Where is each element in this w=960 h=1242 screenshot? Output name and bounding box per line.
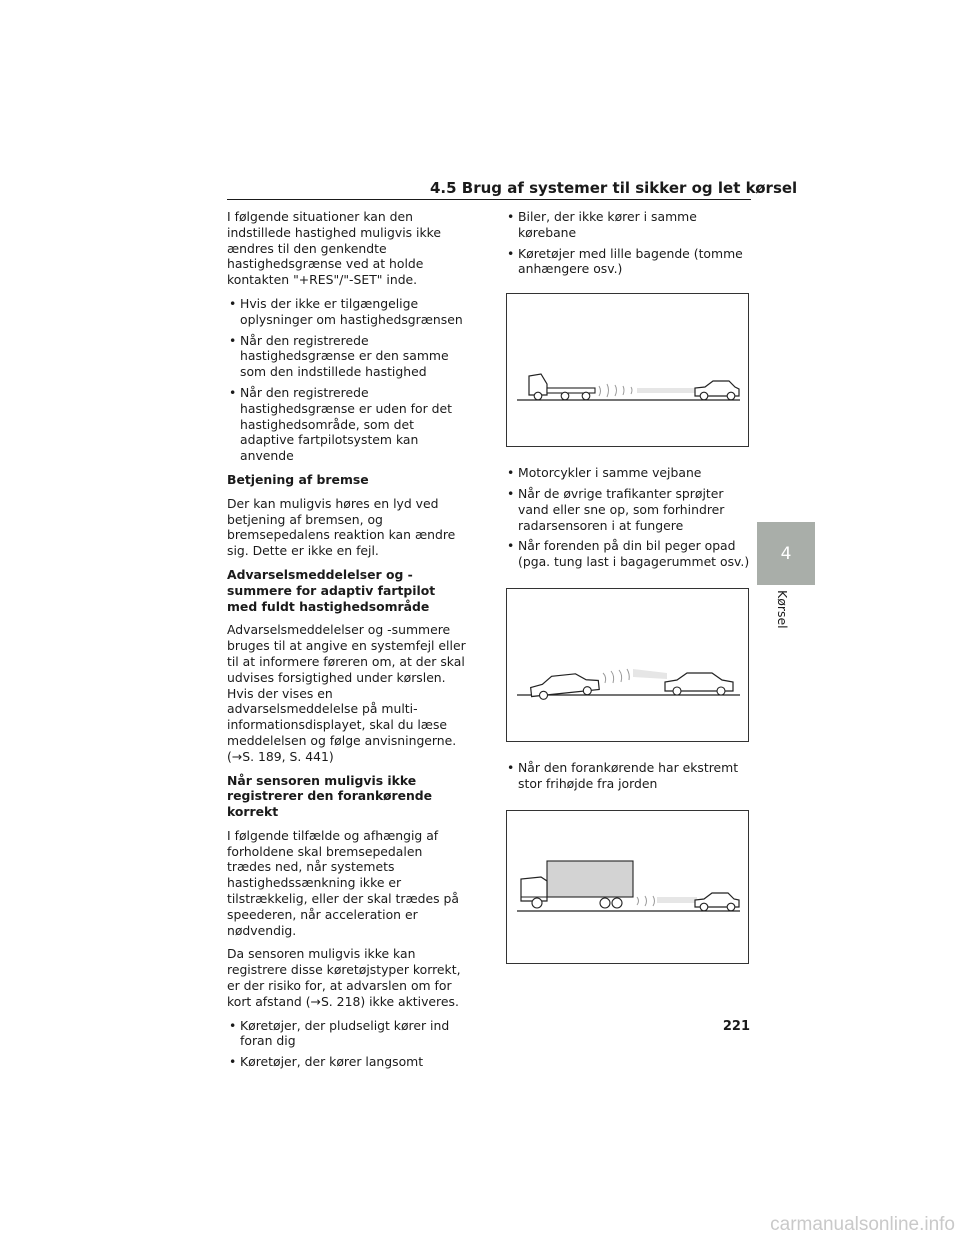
car-nose-up-illustration — [506, 588, 749, 742]
list-item: • Køretøjer, der kører langsomt — [227, 1054, 467, 1070]
section-header-title: 4.5 Brug af systemer til sikker og let kørsel — [430, 179, 798, 197]
empty-trailer-icon — [507, 294, 749, 447]
chapter-number: 4 — [780, 543, 792, 564]
chapter-tab[interactable] — [757, 522, 815, 585]
high-clearance-truck-illustration — [506, 810, 749, 964]
brake-paragraph: Der kan muligvis høres en lyd ved betjening af bremsen, og bremsepedalens reaktion kan ændre sig. Dette er ikke en fejl. — [227, 495, 456, 559]
list-item: • Biler, der ikke kører i samme kørebane — [505, 209, 755, 241]
list-item: • Når den forankørende har ekstremt stor frihøjde fra jorden — [505, 760, 755, 792]
list-item: • Når den registrerede hastighedsgrænse er den samme som den indstillede hastighed — [227, 333, 467, 380]
list-item: • Når forenden på din bil peger opad (pga. tung last i bagagerummet osv.) — [505, 538, 755, 570]
empty-trailer-illustration — [506, 293, 749, 447]
sensor-paragraph-2: Da sensoren muligvis ikke kan registrere disse køretøjstyper korrekt, er der risiko for, at advarslen om for kort afstand (→S. 218) ikke aktiveres. — [227, 946, 461, 1009]
speed-limit-conditions-list — [227, 296, 467, 464]
sensor-heading: Når sensoren muligvis ikke registrerer den forankørende korrekt — [227, 772, 433, 820]
warning-paragraph: Advarselsmeddelelser og -summere bruges til at angive en systemfejl eller til at informere føreren om, at der skal udvises forsigtighed under kørslen. Hvis der vises en advarselsmeddelelse på multi-informationsdisplayet, skal du læse meddelelsen og følge anvisningerne. (→S. 189, S. 441) — [227, 622, 466, 764]
list-item: • Når den registrerede hastighedsgrænse er uden for det hastighedsområde, som det adaptive fartpilotsystem kan anvende — [227, 385, 467, 464]
brake-heading: Betjening af bremse — [227, 471, 369, 487]
list-item: • Køretøjer med lille bagende (tomme anhængere osv.) — [505, 246, 755, 278]
sensor-paragraph: I følgende tilfælde og afhængig af forholdene skal bremsepedalen trædes ned, når systemets hastighedssænkning ikke er tilstrækkelig, eller der skal trædes på speederen, når acceleration er nødvendig. — [227, 827, 460, 938]
list-item: • Når de øvrige trafikanter sprøjter vand eller sne op, som forhindrer radarsensoren i at fungere — [505, 486, 755, 533]
list-item: • Motorcykler i samme vejbane — [505, 465, 755, 481]
vehicle-cases-list-b — [505, 465, 755, 570]
header-divider — [227, 199, 751, 200]
vehicle-cases-list-a — [505, 209, 755, 277]
list-item: • Køretøjer, der pludseligt kører ind foran dig — [227, 1018, 467, 1050]
right-column — [505, 209, 755, 982]
high-clearance-truck-icon — [507, 811, 749, 964]
warning-heading: Advarselsmeddelelser og -summere for adaptiv fartpilot med fuldt hastighedsområde — [227, 566, 436, 614]
vehicle-types-list — [227, 1018, 467, 1070]
list-item: • Hvis der ikke er tilgængelige oplysninger om hastighedsgrænsen — [227, 296, 467, 328]
car-nose-up-icon — [507, 589, 749, 742]
page-number: 221 — [722, 1019, 750, 1034]
intro-paragraph: I følgende situationer kan den indstillede hastighed muligvis ikke ændres til den genkendte hastighedsgrænse ved at holde kontakten "+RES"/"-SET" inde. — [227, 209, 442, 288]
vehicle-cases-list-c — [505, 760, 755, 792]
left-column — [227, 209, 467, 1078]
watermark: carmanualsonline.info — [770, 1214, 955, 1235]
chapter-name: Kørsel — [775, 590, 790, 629]
